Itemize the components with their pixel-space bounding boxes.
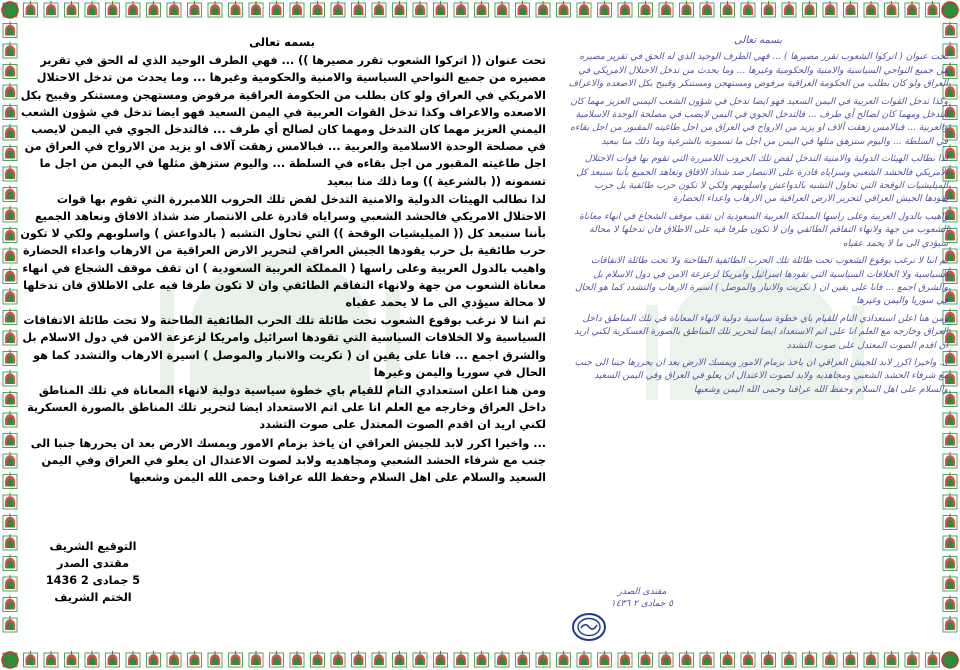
mosque-dome-icon — [680, 1, 694, 17]
mosque-dome-icon — [106, 1, 120, 17]
mosque-dome-icon — [495, 651, 509, 667]
mosque-dome-icon — [3, 350, 17, 366]
seal-label: الختم الشريف — [54, 591, 132, 604]
mosque-dome-icon — [3, 452, 17, 468]
paragraph: تحت عنوان (( اتركوا الشعوب تقرر مصيرها )) ... فهي الطرف الوحيد الذي له الحق في تقرير مصيره من جميع النواحي السياسية والامنية والحكومية وغيرها ... وما يحدث من تدخل الاحتلال الامريكي في العراق ولو كان بطلب من الحكومة العراقية مرفوض ومستهجن ومستنكر وقبيح بكل الاصعده والاعراف وكذا تدخل القوات العربية في اليمن السعيد فهو ايضا تدخل في شؤون الشعب اليمني العزيز مهما كان التدخل ومهما كان لصالح أي طرف ... فالتدخل الجوي في اليمن لايصب في مصلحة الوحدة الاسلامية والعربية ... فبالامس زهقت آلاف او يزيد من الارواح في العراق من اجل طاغيته المقبور من اجل بقاءه في السلطة ... واليوم ستزهق مثلها في اليمن من اجل ما تسمونه (( بالشرعية )) وما ذلك منا ببعيد — [20, 54, 546, 188]
mosque-dome-icon — [249, 651, 263, 667]
mosque-dome-icon — [926, 1, 940, 17]
mosque-dome-icon — [495, 1, 509, 17]
corner-ornament-icon — [942, 2, 958, 18]
mosque-dome-icon — [536, 1, 550, 17]
mosque-dome-icon — [905, 651, 919, 667]
mosque-dome-icon — [905, 1, 919, 17]
handwritten-paragraph: لذا نطالب الهيئات الدولية والامنية التدخل لفض تلك الحروب اللامبررة التي تقوم بها قوات الاحتلال الامريكي فالحشد الشعبي وسراياه قادرة على الانتصار ضد شذاذ الافاق ونعاهد الجميع بأننا سنبعد كل الميليشيات الوقحة التي تحاول التشبه بالدواعش واسلوبهم ولكي لا تكون حرب طائفية بل حرب يقودها الجيش العراقي لتحرير الارض العراقية من الارهاب واعداء الحضارة — [576, 154, 948, 205]
mosque-dome-icon — [434, 651, 448, 667]
mosque-dome-icon — [3, 145, 17, 161]
mosque-dome-icon — [741, 651, 755, 667]
mosque-dome-icon — [3, 22, 17, 38]
mosque-dome-icon — [229, 651, 243, 667]
mosque-dome-icon — [618, 1, 632, 17]
mosque-dome-icon — [3, 309, 17, 325]
official-seal-icon — [572, 613, 606, 641]
mosque-dome-icon — [434, 1, 448, 17]
mosque-dome-icon — [3, 575, 17, 591]
mosque-dome-icon — [577, 1, 591, 17]
mosque-dome-icon — [44, 651, 58, 667]
corner-ornament-icon — [2, 2, 18, 18]
mosque-dome-icon — [782, 1, 796, 17]
mosque-dome-icon — [782, 651, 796, 667]
mosque-dome-icon — [885, 651, 899, 667]
mosque-dome-icon — [3, 555, 17, 571]
mosque-dome-icon — [721, 1, 735, 17]
mosque-dome-icon — [659, 651, 673, 667]
mosque-dome-icon — [3, 596, 17, 612]
mosque-dome-icon — [24, 651, 38, 667]
mosque-dome-icon — [639, 1, 653, 17]
mosque-dome-icon — [372, 651, 386, 667]
mosque-dome-icon — [3, 370, 17, 386]
mosque-dome-icon — [864, 651, 878, 667]
mosque-dome-icon — [3, 227, 17, 243]
mosque-dome-icon — [3, 493, 17, 509]
mosque-dome-icon — [270, 1, 284, 17]
mosque-dome-icon — [3, 247, 17, 263]
handwritten-paragraph: ... واخيرا اكرر لابد للجيش العراقي ان ياخذ بزمام الامور ويمسك الارض بعد ان يحررها جنبا الى جنب مع شرفاء الحشد الشعبي ومجاهديه ولابد لصوت الاعتدال ان يعلو في العراق وفي اليمن السعيد والسلام على اهل السلام وحفظ الله عراقنا وحمى الله اليمن وشعبها — [574, 357, 948, 395]
mosque-dome-icon — [926, 651, 940, 667]
handwritten-paragraph: واهيب بالدول العربية وعلى راسها المملكة العربية السعودية ان تقف موقف الشجاع في انهاء معاناة الشعوب من جهة ولانهاء التفاقم الطائفي وان لا تكون طرفا فيه على الاطلاق فان تدخلها لا محالة سيؤدي الى ما لا يحمد عقباه — [579, 211, 948, 249]
paragraph: ثم اننا لا نرغب بوقوع الشعوب تحت طائلة تلك الحرب الطائفية الطاحنة ولا تحت طائلة الاتفاقات السياسية ولا الخلافات السياسية التي تقودها اسرائيل وامريكا لزعزعة الامن في دول الاسلام بل والشرق اجمع ... فانا على يقين ان ( تكريت والانبار والموصل ) اسيرة الارهاب والتشدد كما هو الحال في سوريا واليمن وغيرها — [22, 314, 546, 379]
signature-label: التوقيع الشريف — [49, 540, 137, 553]
mosque-dome-icon — [885, 1, 899, 17]
mosque-dome-icon — [536, 651, 550, 667]
mosque-dome-icon — [475, 1, 489, 17]
mosque-dome-icon — [167, 1, 181, 17]
mosque-dome-icon — [618, 651, 632, 667]
mosque-dome-icon — [3, 83, 17, 99]
mosque-dome-icon — [680, 651, 694, 667]
mosque-dome-icon — [3, 329, 17, 345]
handwritten-signatory: مقتدى الصدر — [617, 587, 667, 597]
mosque-dome-icon — [44, 1, 58, 17]
mosque-dome-icon — [229, 1, 243, 17]
handwritten-paragraph: ثم اننا لا نرغب بوقوع الشعوب تحت طائلة تلك الحرب الطائفية الطاحنة ولا تحت طائلة الاتفاقات السياسية ولا الخلافات السياسية التي تقودها اسرائيل وامريكا لزعزعة الامن في دول الاسلام بل والشرق اجمع ... فانا على يقين ان ( تكريت والانبار والموصل ) اسيرة الارهاب والتشدد كما هو الحال في سوريا واليمن وغيرها — [575, 256, 948, 307]
mosque-dome-icon — [598, 1, 612, 17]
mosque-dome-icon — [762, 651, 776, 667]
handwritten-title: بسمه تعالى — [733, 35, 783, 46]
corner-ornament-icon — [942, 652, 958, 668]
mosque-dome-icon — [659, 1, 673, 17]
handwritten-date: ٥ جمادى ٢ ١٤٣٦ — [610, 599, 674, 609]
mosque-dome-icon — [3, 432, 17, 448]
signature-date: 5 جمادى 2 1436 — [45, 574, 141, 587]
mosque-dome-icon — [208, 651, 222, 667]
mosque-dome-icon — [3, 206, 17, 222]
mosque-dome-icon — [393, 651, 407, 667]
mosque-dome-icon — [352, 651, 366, 667]
mosque-dome-icon — [700, 651, 714, 667]
mosque-dome-icon — [823, 651, 837, 667]
mosque-dome-icon — [3, 288, 17, 304]
mosque-dome-icon — [147, 1, 161, 17]
mosque-dome-icon — [24, 1, 38, 17]
paragraph: ... واخيرا اكرر لابد للجيش العراقي ان ياخذ بزمام الامور ويمسك الارض بعد ان يحررها جنبا الى جنب مع شرفاء الحشد الشعبي ومجاهديه ولابد لصوت الاعتدال ان يعلو في العراق وفي اليمن السعيد والسلام على اهل السلام وحفظ الله عراقنا وحمى الله اليمن وشعبها — [30, 436, 546, 485]
mosque-dome-icon — [475, 651, 489, 667]
mosque-dome-icon — [3, 514, 17, 530]
signature-block — [18, 538, 168, 606]
mosque-dome-icon — [844, 651, 858, 667]
mosque-dome-icon — [700, 1, 714, 17]
mosque-dome-icon — [85, 1, 99, 17]
handwritten-paragraph: ومن هنا اعلن استعدادي التام للقيام باي خطوة سياسية دولية لانهاء المعاناة في تلك المناطق داخل العراق وخارجه مع العلم انا على اتم الاستعداد ايضا لتحرير تلك المناطق بالصورة العسكرية لكني اريد ان اقدم الصوت المعتدل على صوت التشدد — [574, 313, 948, 351]
mosque-dome-icon — [270, 651, 284, 667]
mosque-dome-icon — [3, 42, 17, 58]
mosque-dome-icon — [3, 104, 17, 120]
handwritten-letter — [568, 34, 948, 642]
mosque-dome-icon — [864, 1, 878, 17]
mosque-dome-icon — [3, 165, 17, 181]
mosque-dome-icon — [188, 1, 202, 17]
mosque-dome-icon — [454, 1, 468, 17]
mosque-dome-icon — [823, 1, 837, 17]
signatory-name: مقتدى الصدر — [56, 557, 130, 570]
mosque-dome-icon — [454, 651, 468, 667]
mosque-dome-icon — [577, 651, 591, 667]
mosque-dome-icon — [803, 651, 817, 667]
mosque-dome-icon — [208, 1, 222, 17]
mosque-dome-icon — [167, 651, 181, 667]
mosque-dome-icon — [516, 1, 530, 17]
mosque-dome-icon — [249, 1, 263, 17]
mosque-dome-icon — [290, 651, 304, 667]
mosque-dome-icon — [741, 1, 755, 17]
mosque-dome-icon — [557, 1, 571, 17]
mosque-dome-icon — [3, 616, 17, 632]
mosque-dome-icon — [126, 1, 140, 17]
mosque-dome-icon — [3, 186, 17, 202]
mosque-dome-icon — [516, 651, 530, 667]
mosque-dome-icon — [413, 1, 427, 17]
mosque-dome-icon — [106, 651, 120, 667]
mosque-dome-icon — [762, 1, 776, 17]
mosque-dome-icon — [311, 651, 325, 667]
mosque-dome-icon — [3, 124, 17, 140]
mosque-dome-icon — [844, 1, 858, 17]
handwritten-paragraph: وكذا تدخل القوات العربية في اليمن السعيد فهو ايضا تدخل في شؤون الشعب اليمني العزيز مهما كان التدخل ومهما كان لصالح أي طرف ... فالتدخل الجوي في اليمن لايصب في مصلحة الوحدة الاسلامية والعربية ... فبالامس زهقت آلاف او يزيد من الارواح في العراق من اجل طاغيته المقبور من اجل بقاءه في السلطة ... واليوم ستزهق مثلها في اليمن من اجل ما تسمونه بالشرعية وما ذلك منا ببعيد — [570, 96, 948, 147]
mosque-dome-icon — [393, 1, 407, 17]
mosque-dome-icon — [126, 651, 140, 667]
mosque-dome-icon — [3, 391, 17, 407]
mosque-dome-icon — [352, 1, 366, 17]
handwritten-signature — [582, 586, 702, 610]
mosque-dome-icon — [331, 651, 345, 667]
mosque-dome-icon — [331, 1, 345, 17]
mosque-dome-icon — [85, 651, 99, 667]
mosque-dome-icon — [3, 473, 17, 489]
paragraph: لذا نطالب الهيئات الدولية والامنية التدخل لفض تلك الحروب اللامبررة التي تقوم بها قوات الاحتلال الامريكي فالحشد الشعبي وسراياه قادرة على الانتصار ضد شذاذ الافاق ونعاهد الجميع بأننا سنبعد كل (( الميليشيات الوقحة )) التي تحاول التشبه ( بالدواعش ) واسلوبهم ولكي لا تكون حرب طائفية بل حرب يقودها الجيش العراقي لتحرير الارض العراقية من الارهاب واعداء الحضارة واهيب بالدول العربية وعلى راسها ( المملكة العربية السعودية ) ان تقف موقف الشجاع في انهاء معاناة الشعوب من جهة ولانهاء التفاقم الطائفي وان لا تكون طرفا فيه على الاطلاق فان تدخلها لا محالة سيؤدي الى ما لا يحمد عقباه — [20, 192, 546, 310]
corner-ornament-icon — [2, 652, 18, 668]
typed-letter — [18, 34, 546, 634]
mosque-dome-icon — [372, 1, 386, 17]
mosque-dome-icon — [311, 1, 325, 17]
mosque-dome-icon — [598, 651, 612, 667]
mosque-dome-icon — [803, 1, 817, 17]
mosque-dome-icon — [65, 1, 79, 17]
mosque-dome-icon — [65, 651, 79, 667]
handwritten-paragraph: تحت عنوان ( اتركوا الشعوب تقرر مصيرها ) ... فهي الطرف الوحيد الذي له الحق في تقرير مصيره من جميع النواحي السياسية والامنية والحكومية وغيرها ... وما يحدث من تدخل الاحتلال الامريكي في العراق ولو كان بطلب من الحكومة العراقية مرفوض ومستهجن ومستنكر وقبيح بكل الاصعده والاعراف — [568, 52, 948, 90]
mosque-dome-icon — [3, 411, 17, 427]
mosque-dome-icon — [413, 651, 427, 667]
mosque-dome-icon — [721, 651, 735, 667]
paragraph: ومن هنا اعلن استعدادي التام للقيام باي خطوة سياسية دولية لانهاء المعاناة في تلك المناطق داخل العراق وخارجه مع العلم انا على اتم الاستعداد ايضا لتحرير تلك المناطق بالصورة العسكرية لكني اريد ان اقدم الصوت المعتدل على صوت التشدد — [27, 384, 546, 432]
mosque-dome-icon — [3, 268, 17, 284]
mosque-dome-icon — [188, 651, 202, 667]
mosque-dome-icon — [3, 534, 17, 550]
mosque-dome-icon — [147, 651, 161, 667]
mosque-dome-icon — [639, 651, 653, 667]
letter-title: بسمه تعالى — [249, 35, 315, 49]
mosque-dome-icon — [3, 63, 17, 79]
mosque-dome-icon — [290, 1, 304, 17]
mosque-dome-icon — [557, 651, 571, 667]
